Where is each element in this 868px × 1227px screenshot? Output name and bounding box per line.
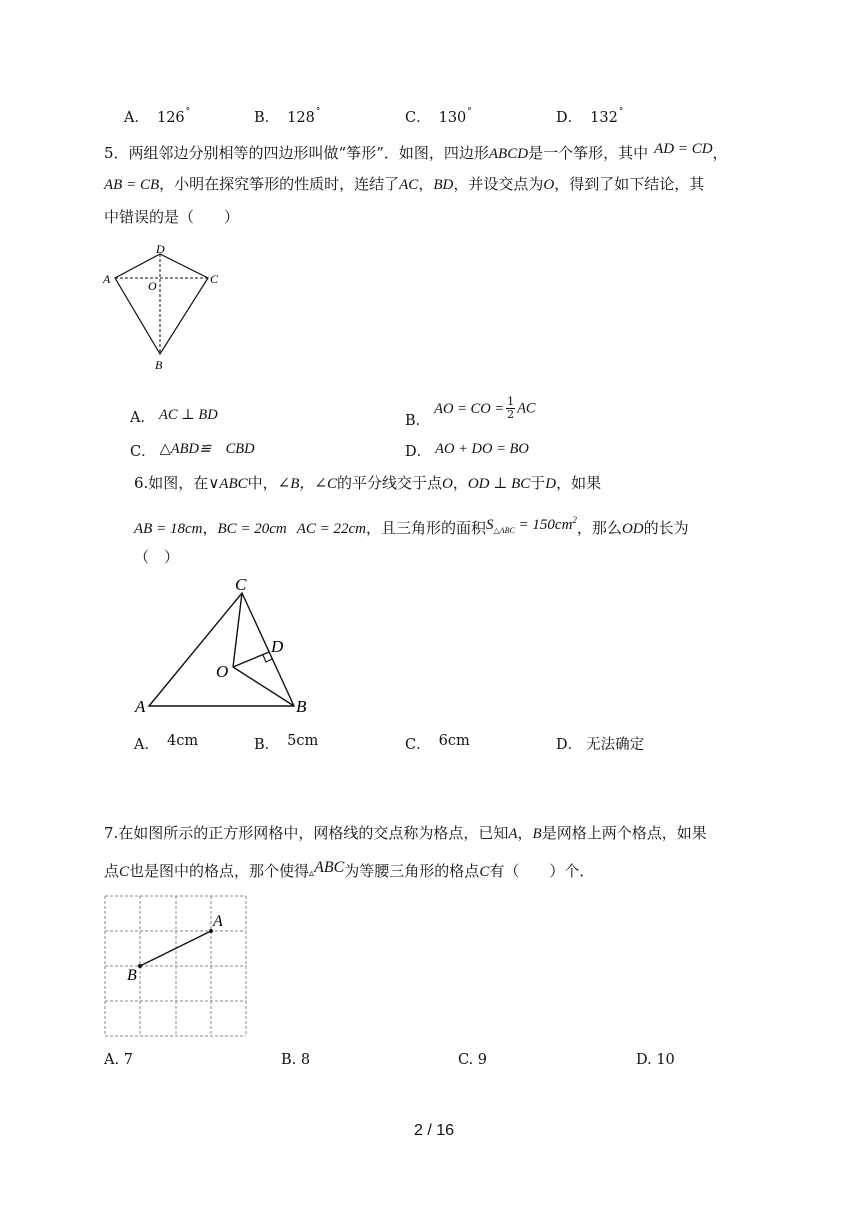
- q7-text: ，: [517, 824, 533, 842]
- q4-option-a: [124, 106, 190, 127]
- q6-option-c: [405, 733, 470, 754]
- q5-option-b: [405, 395, 536, 429]
- q5-option-c: [130, 440, 255, 461]
- option-value: 130: [438, 110, 467, 126]
- q6-segment: OD: [621, 521, 644, 537]
- kite-label-a: A: [103, 272, 111, 286]
- q5-equation: AB = CB: [104, 177, 160, 193]
- q7-text: 是网格上两个格点，如果: [541, 824, 707, 842]
- option-label: B．: [405, 412, 431, 429]
- q6-length-bc: BC = 20cm: [217, 521, 287, 537]
- q5-quad-name: ABCD: [488, 146, 529, 162]
- degree-symbol: °: [467, 107, 472, 117]
- q4-option-c: [405, 106, 472, 127]
- q5-text: ，小明在探究筝形的性质时，连结了: [159, 175, 400, 193]
- q7-line-1: [104, 822, 707, 845]
- q5-line-1: [104, 142, 728, 165]
- option-label: C．: [405, 110, 431, 126]
- q6-triangle: ∨ABC: [208, 476, 248, 492]
- fraction-numerator: 1: [507, 395, 515, 408]
- grid-label-a: A: [213, 913, 223, 930]
- q6-area-expression: [486, 517, 577, 533]
- option-label: A．: [134, 737, 159, 753]
- option-value: 128: [287, 110, 315, 126]
- q7-point: A: [508, 826, 518, 842]
- triangle-label-c: C: [235, 578, 247, 594]
- option-label: C．: [130, 444, 156, 460]
- option-value: 无法确定: [586, 737, 645, 753]
- q7-point: B: [532, 826, 542, 842]
- kite-label-c: C: [210, 272, 219, 286]
- option-value: 132: [590, 110, 618, 126]
- q5-text: ，: [712, 144, 728, 162]
- q7-text: 7.在如图所示的正方形网格中，网格线的交点称为格点，已知: [104, 824, 509, 842]
- fraction-denominator: 2: [507, 408, 515, 421]
- option-label: B．: [254, 110, 280, 126]
- option-label: B．: [254, 737, 280, 753]
- option-label: C．: [405, 737, 431, 753]
- option-value: 4cm: [166, 733, 199, 749]
- q6-line-3: （ ）: [134, 548, 180, 566]
- option-label: D．: [556, 110, 583, 126]
- q6-text: 6.如图，在: [134, 474, 209, 492]
- area-exponent: 2: [572, 515, 577, 525]
- q5-option-a: [130, 406, 218, 427]
- q7-option-a: A. 7: [104, 1052, 133, 1068]
- q4-option-d: [556, 106, 623, 127]
- page-number: 2 / 16: [413, 1122, 455, 1139]
- area-value: = 150cm: [514, 517, 573, 533]
- kite-outline: [115, 254, 208, 354]
- q6-text: 于: [530, 474, 546, 492]
- q6-text: ，且三角形的面积: [366, 519, 487, 537]
- triangle-label-o: O: [216, 662, 229, 681]
- q7-text: 有（ ）个．: [489, 862, 595, 880]
- q6-text: 中，: [247, 474, 278, 492]
- q6-text: ，: [202, 519, 218, 537]
- option-value: 5cm: [287, 733, 319, 749]
- q6-length-ab: AB = 18cm: [134, 521, 203, 537]
- q7-line-2: [104, 860, 594, 885]
- q5-text: ，得到了如下结论，其: [554, 175, 705, 193]
- q6-text: ，: [452, 474, 468, 492]
- kite-label-o: O: [148, 279, 157, 293]
- q5-segment: AC: [399, 177, 419, 193]
- q5-line-3: 中错误的是（ ）: [104, 208, 240, 226]
- grid-label-b: B: [127, 967, 137, 984]
- kite-label-d: D: [156, 242, 165, 256]
- q6-length-ac: AC = 22cm: [296, 521, 367, 537]
- q7-option-d: D. 10: [636, 1052, 675, 1068]
- q6-option-b: [254, 733, 318, 754]
- q7-text: 点: [104, 862, 120, 880]
- q6-line-1: [134, 472, 601, 495]
- option-value-tail: AC: [517, 400, 536, 417]
- area-symbol: S: [486, 517, 494, 533]
- q6-option-a: [134, 733, 198, 754]
- q5-text: ，并设交点为: [453, 175, 544, 193]
- q6-text: 的平分线交于点: [336, 474, 442, 492]
- option-label: D．: [405, 444, 432, 460]
- q7-point: C: [119, 864, 130, 880]
- q5-text: 5．两组邻边分别相等的四边形叫做“筝形”．如图，四边形: [104, 144, 489, 162]
- segment-co: [233, 593, 242, 667]
- q6-point: D: [545, 476, 557, 492]
- q6-text: ，如果: [556, 474, 602, 492]
- q7-triangle: ABC: [314, 859, 345, 876]
- q5-option-d: [405, 440, 529, 461]
- triangle-symbol: ▵: [309, 868, 315, 879]
- q6-point: O: [441, 476, 453, 492]
- fraction-one-half: [506, 396, 515, 421]
- point-b: [138, 964, 142, 968]
- option-value: AO = CO =: [434, 400, 505, 417]
- q5-kite-figure: [98, 240, 228, 375]
- triangle-label-a: A: [135, 697, 146, 716]
- option-label: A．: [124, 110, 149, 126]
- q5-line-2: [104, 173, 704, 196]
- q5-text: ，: [418, 175, 434, 193]
- q7-text: 为等腰三角形的格点: [344, 862, 480, 880]
- q4-option-b: [254, 106, 320, 127]
- area-subscript: △ABC: [493, 526, 515, 535]
- q7-option-c: C. 9: [458, 1052, 488, 1068]
- q5-segment: BD: [433, 177, 454, 193]
- q5-point: O: [543, 177, 555, 193]
- option-value: 6cm: [438, 733, 470, 749]
- option-label: D．: [556, 737, 583, 753]
- q7-option-b: B. 8: [281, 1052, 311, 1068]
- q6-angles: ∠B，∠C: [277, 476, 337, 492]
- q6-option-d: [556, 733, 644, 754]
- option-value: △ABD≌ CBD: [159, 441, 255, 457]
- triangle-label-b: B: [296, 697, 307, 716]
- q6-line-2: [134, 513, 689, 546]
- q7-point: C: [479, 864, 490, 880]
- option-value: AO + DO = BO: [435, 441, 529, 457]
- q6-text: ，那么: [576, 519, 622, 537]
- q6-triangle-figure: [130, 578, 320, 718]
- q5-equation: AD = CD: [654, 141, 713, 157]
- q5-text: 是一个筝形，其中: [528, 144, 649, 162]
- kite-label-b: B: [155, 358, 163, 372]
- option-value: 126: [156, 110, 185, 126]
- degree-symbol: °: [315, 107, 321, 117]
- q7-text: 也是图中的格点，那个使得: [129, 862, 310, 880]
- q7-grid-figure: [100, 892, 252, 1042]
- triangle-label-d: D: [271, 637, 284, 656]
- degree-symbol: °: [618, 107, 624, 117]
- degree-symbol: °: [185, 107, 191, 117]
- option-value: AC ⊥ BD: [158, 407, 218, 423]
- segment-od: [233, 652, 269, 667]
- q6-text: 的长为: [643, 519, 689, 537]
- option-label: A．: [130, 410, 155, 426]
- q6-perpendicular: OD ⊥ BC: [467, 476, 531, 492]
- dashed-grid: [105, 896, 246, 1036]
